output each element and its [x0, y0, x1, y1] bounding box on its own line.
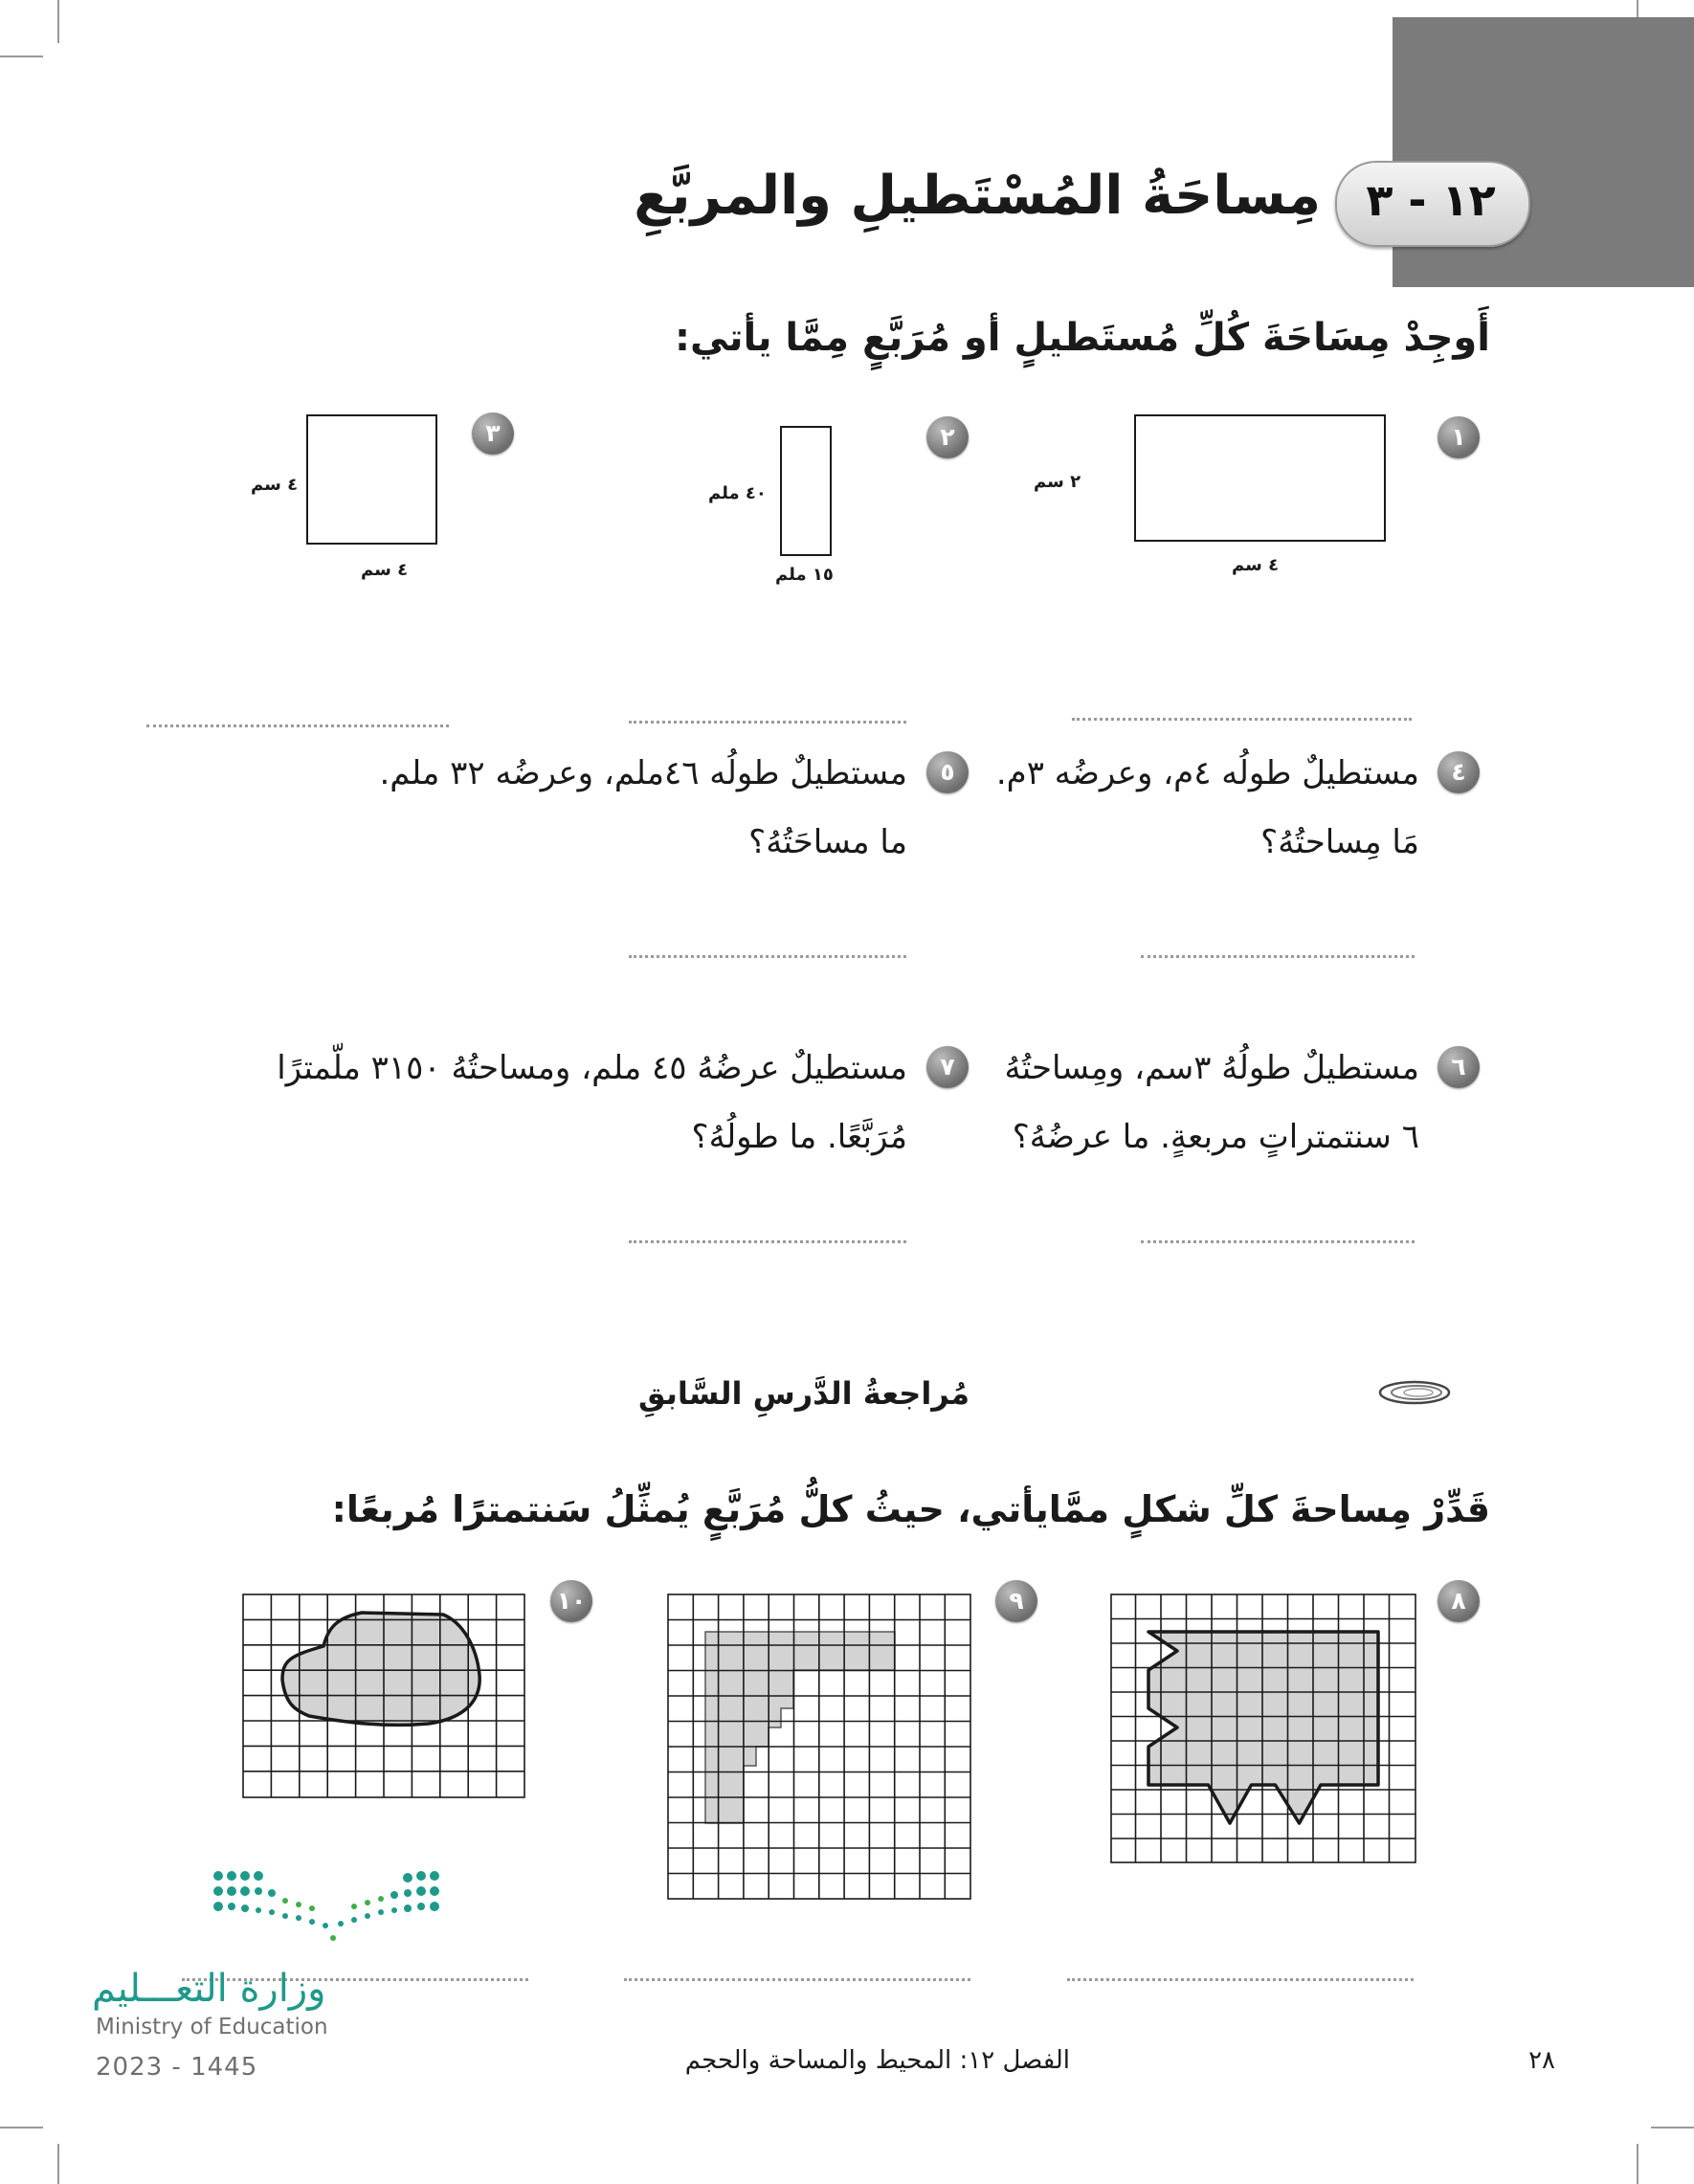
answer-line — [629, 955, 906, 958]
review-heading: مُراجعةُ الدَّرسِ السَّابقِ — [638, 1375, 970, 1412]
ministry-name-english: Ministry of Education — [96, 2015, 328, 2039]
problem-line: ٦ سنتمتراتٍ مربعةٍ. ما عرضُهُ؟ — [1012, 1118, 1419, 1156]
length-label: ٤٠ ملم — [708, 483, 767, 503]
problem-line: مُرَبَّعًا. ما طولُهُ؟ — [691, 1118, 907, 1156]
exercise-badge: ٦ — [1438, 1046, 1480, 1088]
answer-line — [1072, 718, 1412, 721]
edition-year: 2023 - 1445 — [96, 2053, 258, 2082]
crop-mark — [0, 56, 43, 57]
exercise-badge: ٨ — [1438, 1580, 1480, 1622]
crop-mark — [0, 2127, 43, 2128]
exercise-badge: ١ — [1438, 416, 1480, 458]
problem-line: ما مساحَتُهُ؟ — [748, 823, 907, 861]
ministry-logo-dots — [209, 1866, 448, 1943]
crop-mark — [1637, 2144, 1638, 2184]
problem-line: مستطيلٌ طولُهُ ٣سم، ومِساحتُهُ — [1004, 1049, 1419, 1087]
grid-figure-10 — [242, 1593, 525, 1798]
crop-mark — [57, 0, 59, 43]
grid-figure-9 — [667, 1593, 971, 1900]
problem-line: مستطيلٌ طولُه ٤٦ملم، وعرضُه ٣٢ ملم. — [379, 754, 907, 792]
rectangle-figure — [780, 426, 832, 556]
side-label: ٤ سم — [361, 560, 409, 580]
answer-line — [1141, 1240, 1415, 1243]
exercise-badge: ٣ — [472, 412, 514, 455]
lesson-number: ١٢ - ٣ — [1366, 174, 1496, 226]
side-label: ٤ سم — [251, 475, 299, 495]
section-instruction: أَوجِدْ مِسَاحَةَ كُلِّ مُستَطيلٍ أو مُرَبَّعٍ مِمَّا يأتي: — [674, 316, 1490, 360]
crop-mark — [1651, 2127, 1694, 2128]
exercise-badge: ٤ — [1438, 751, 1480, 793]
exercise-badge: ٧ — [926, 1046, 969, 1088]
answer-line — [146, 724, 449, 727]
answer-line — [629, 1240, 906, 1243]
review-instruction: قَدِّرْ مِساحةَ كلِّ شكلٍ ممَّايأتي، حيثُ كلُّ مُرَبَّعٍ يُمثِّلُ سَنتمترًا مُربعًا: — [331, 1488, 1490, 1530]
rectangle-figure — [1134, 414, 1386, 542]
grid-figure-8 — [1110, 1593, 1416, 1863]
length-label: ٤ سم — [1232, 555, 1280, 575]
answer-line — [624, 1978, 970, 1981]
exercise-badge: ٢ — [926, 416, 969, 458]
review-swirl-icon — [1376, 1378, 1453, 1407]
exercise-badge: ١٠ — [550, 1580, 592, 1622]
chapter-footer: الفصل ١٢: المحيط والمساحة والحجم — [684, 2046, 1070, 2075]
answer-line — [1067, 1978, 1414, 1981]
lesson-title: مِساحَةُ المُسْتَطيلِ والمربَّعِ — [634, 165, 1321, 227]
ministry-name-arabic: وزارة التعـــليم — [92, 1967, 326, 2011]
answer-line — [1141, 955, 1415, 958]
exercise-badge: ٥ — [926, 751, 969, 793]
crop-mark — [57, 2144, 59, 2184]
square-figure — [306, 414, 437, 545]
problem-line: مستطيلٌ عرضُهُ ٤٥ ملم، ومساحتُهُ ٣١٥٠ ملّمترًا — [277, 1049, 907, 1087]
page-number: ٢٨ — [1528, 2046, 1555, 2075]
problem-line: مستطيلٌ طولُه ٤م، وعرضُه ٣م. — [995, 754, 1419, 792]
answer-line — [629, 721, 906, 724]
width-label: ٢ سم — [1034, 472, 1081, 492]
problem-line: مَا مِساحتُهُ؟ — [1260, 823, 1419, 861]
width-label: ١٥ ملم — [775, 565, 834, 585]
exercise-badge: ٩ — [995, 1580, 1037, 1622]
